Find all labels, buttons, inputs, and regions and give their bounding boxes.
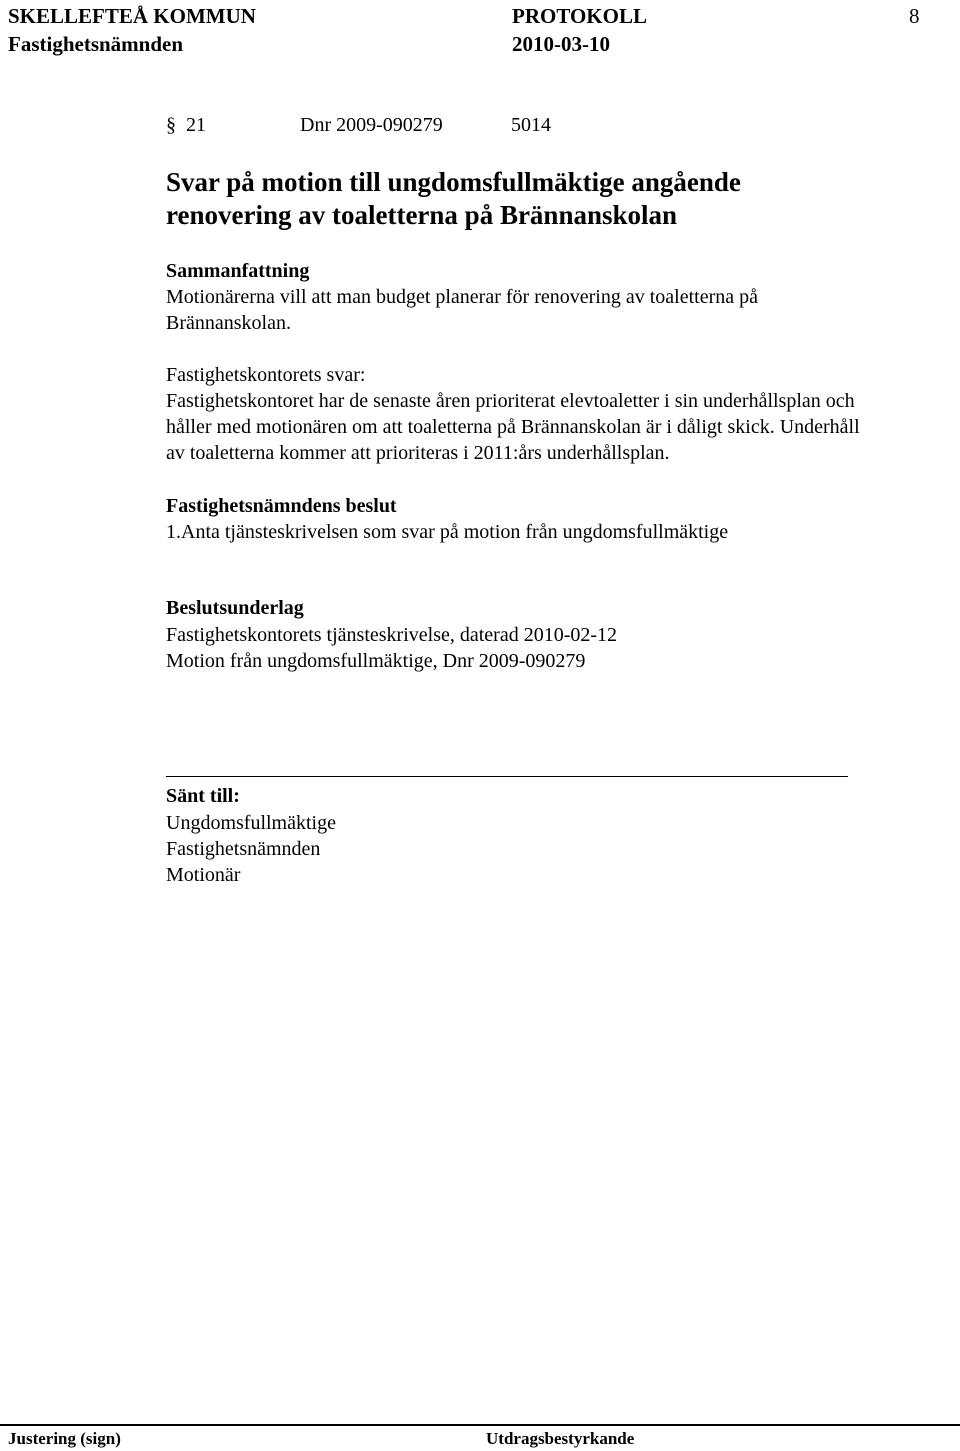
office-response-line: håller med motionären om att toaletterna på Brännanskolan är i dåligt skick. Underhåll [166,416,860,438]
recipient: Ungdomsfullmäktige [166,812,336,834]
footer-utdragsbestyrkande: Utdragsbestyrkande [486,1429,635,1448]
paragraph-number: 21 [186,114,206,136]
paragraph-code: 5014 [511,114,551,136]
summary-heading: Sammanfattning [166,260,310,282]
basis-item: Motion från ungdomsfullmäktige, Dnr 2009-090279 [166,650,586,672]
office-response-line: Fastighetskontoret har de senaste åren prioriterat elevtoaletter i sin underhållsplan och [166,390,855,412]
paragraph-symbol: § [166,114,176,136]
summary-line1: Motionärerna vill att man budget planerar för renovering av toaletterna på [166,286,758,308]
footer-line [0,1424,960,1426]
decision-heading: Fastighetsnämndens beslut [166,495,397,517]
recipient: Fastighetsnämnden [166,838,321,860]
office-response-heading: Fastighetskontorets svar: [166,364,366,386]
page-title-line2: renovering av toaletterna på Brännanskolan [166,200,678,230]
sent-to-heading: Sänt till: [166,785,240,807]
header-date: 2010-03-10 [512,32,610,56]
recipient: Motionär [166,864,241,886]
decision-item: 1.Anta tjänsteskrivelsen som svar på motion från ungdomsfullmäktige [166,521,729,543]
footer-justering: Justering (sign) [8,1429,121,1448]
basis-item: Fastighetskontorets tjänsteskrivelse, daterad 2010-02-12 [166,624,618,646]
page-number: 8 [909,4,920,28]
header-committee: Fastighetsnämnden [8,32,184,56]
page-title-line1: Svar på motion till ungdomsfullmäktige angående [166,167,741,197]
separator-line [166,776,848,777]
summary-line2: Brännanskolan. [166,312,291,334]
paragraph-dnr: Dnr 2009-090279 [300,114,443,136]
office-response-line: av toaletterna kommer att prioriteras i 2011:års underhållsplan. [166,442,670,464]
basis-heading: Beslutsunderlag [166,597,304,619]
header-org: SKELLEFTEÅ KOMMUN [8,4,256,28]
header-doc-type: PROTOKOLL [512,4,647,28]
